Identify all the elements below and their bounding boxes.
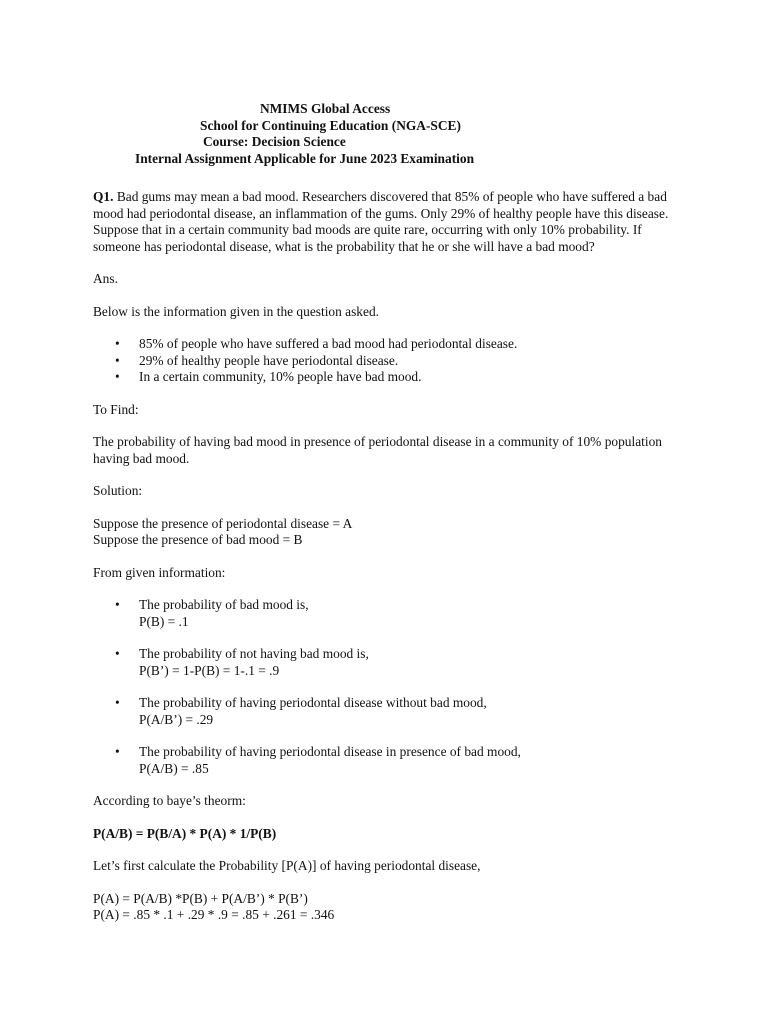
- bayes-formula: P(A/B) = P(B/A) * P(A) * 1/P(B): [93, 825, 277, 841]
- given-formula: P(B’) = 1-P(B) = 1-.1 = .9: [139, 662, 280, 678]
- given-formula: P(A/B) = .85: [139, 760, 209, 776]
- question-text: Bad gums may mean a bad mood. Researchers discovered that 85% of people who have suffered a bad mood had periodontal disease, an inflammation of the gums. Only 29% of healthy people have this disease. Suppose that in a certain community bad moods are quite rare, occurring with only 10% probability. If someone has periodontal disease, what is the probability that he or she will have a bad mood?: [93, 189, 669, 254]
- header-course: Course: Decision Science: [203, 134, 346, 149]
- list-item: [93, 744, 683, 777]
- document-page: [93, 101, 683, 940]
- calc-line: P(A) = .85 * .1 + .29 * .9 = .85 + .261 = .346: [93, 907, 335, 922]
- header-institution: NMIMS Global Access: [260, 101, 391, 116]
- bayes-intro: According to baye’s theorm:: [93, 793, 246, 808]
- facts-list: [93, 336, 683, 386]
- to-find-label: To Find:: [93, 401, 139, 417]
- given-formula: P(B) = .1: [139, 613, 189, 629]
- list-item: [93, 597, 683, 630]
- question-paragraph: [93, 189, 683, 255]
- calc-block: [93, 891, 683, 924]
- list-item: [93, 646, 683, 679]
- list-item: • 85% of people who have suffered a bad mood had periodontal disease.: [93, 336, 683, 353]
- list-item: • 29% of healthy people have periodontal disease.: [93, 353, 683, 370]
- suppose-block: [93, 516, 683, 549]
- list-item: [93, 695, 683, 728]
- solution-label: Solution:: [93, 483, 143, 498]
- info-intro: Below is the information given in the question asked.: [93, 303, 379, 319]
- list-item: • In a certain community, 10% people have bad mood.: [93, 369, 683, 386]
- question-label: Q1.: [93, 189, 114, 204]
- header-school: School for Continuing Education (NGA-SCE): [200, 117, 461, 133]
- header-assignment: Internal Assignment Applicable for June 2023 Examination: [135, 150, 475, 166]
- given-text: • The probability of having periodontal disease without bad mood,: [139, 695, 487, 710]
- calc-line: P(A) = P(A/B) *P(B) + P(A/B’) * P(B’): [93, 890, 308, 906]
- document-header: [93, 101, 683, 167]
- to-find-text: The probability of having bad mood in presence of periodontal disease in a community of 10% population having bad mood.: [93, 434, 662, 466]
- given-text: • The probability of bad mood is,: [139, 597, 309, 612]
- suppose-a: Suppose the presence of periodontal disease = A: [93, 515, 353, 531]
- suppose-b: Suppose the presence of bad mood = B: [93, 532, 303, 547]
- given-list: [93, 597, 683, 777]
- given-intro: From given information:: [93, 564, 226, 580]
- given-text: • The probability of not having bad mood is,: [139, 646, 369, 661]
- given-text: • The probability of having periodontal disease in presence of bad mood,: [139, 744, 521, 759]
- calc-intro: Let’s first calculate the Probability [P(A)] of having periodontal disease,: [93, 858, 481, 873]
- given-formula: P(A/B’) = .29: [139, 711, 214, 727]
- answer-label: Ans.: [93, 271, 118, 286]
